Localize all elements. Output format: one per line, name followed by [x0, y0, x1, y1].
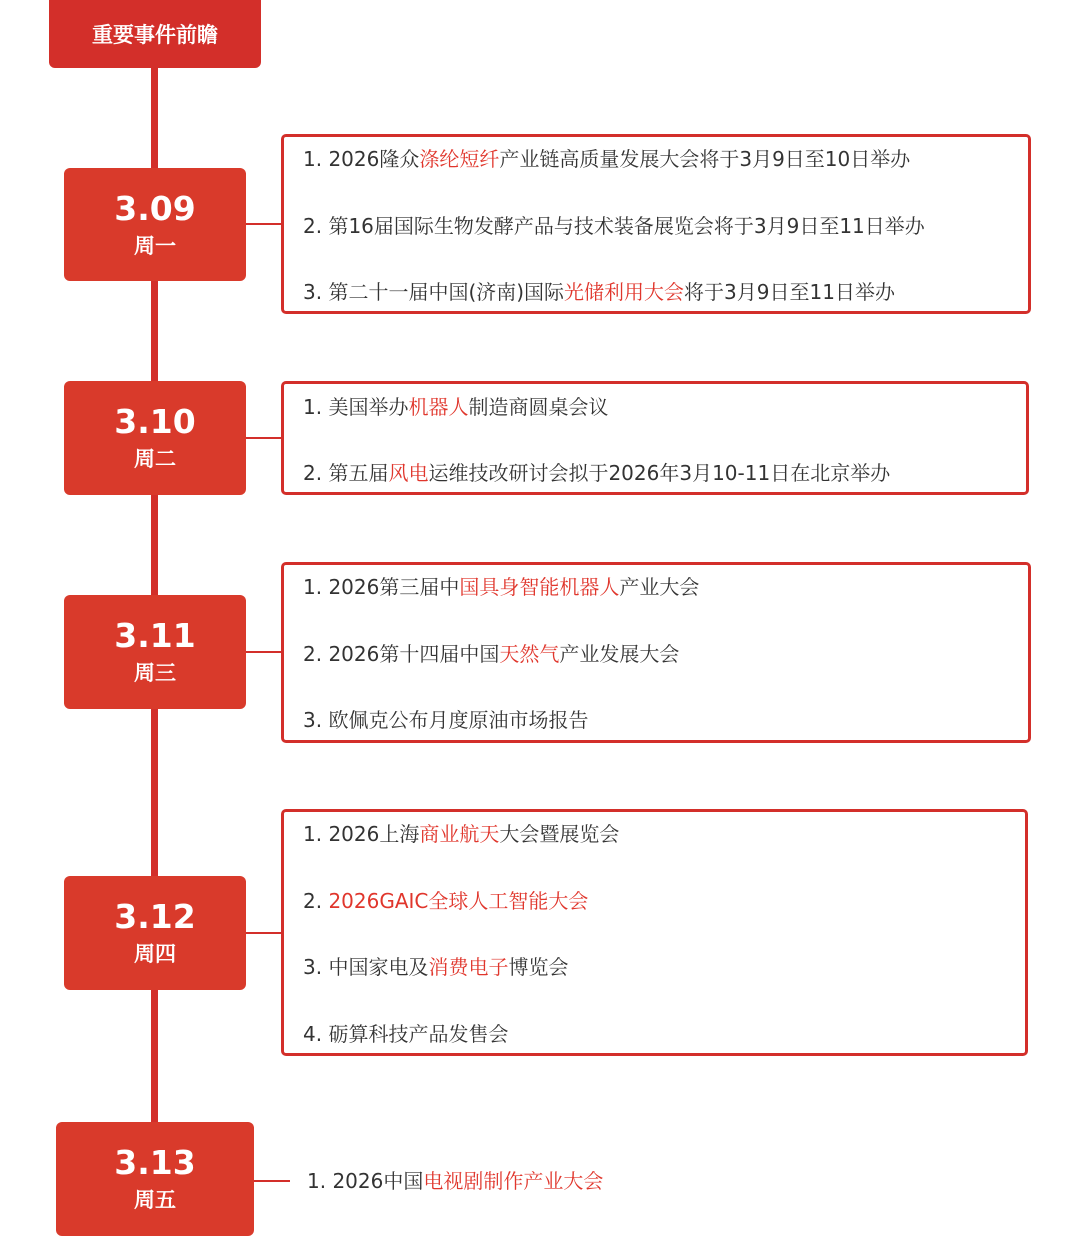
event-item: 1. 2026中国电视剧制作产业大会	[307, 1169, 604, 1193]
event-item: 1. 2026隆众涤纶短纤产业链高质量发展大会将于3月9日至10日举办	[303, 147, 911, 171]
date-box-0311	[64, 595, 246, 709]
weekday-label: 周四	[134, 942, 176, 966]
event-card-0309	[281, 134, 1031, 314]
event-card-0310	[281, 381, 1029, 495]
event-item: 3. 第二十一届中国(济南)国际光储利用大会将于3月9日至11日举办	[303, 280, 895, 304]
event-item: 1. 美国举办机器人制造商圆桌会议	[303, 395, 609, 419]
event-item: 4. 砺算科技产品发售会	[303, 1022, 509, 1046]
date-label: 3.11	[114, 616, 196, 655]
weekday-label: 周二	[134, 447, 176, 471]
event-item: 3. 中国家电及消费电子博览会	[303, 955, 569, 979]
weekday-label: 周一	[134, 233, 176, 258]
weekday-label: 周三	[134, 661, 176, 685]
event-item: 2. 2026第十四届中国天然气产业发展大会	[303, 642, 680, 666]
date-label: 3.10	[114, 402, 196, 441]
date-label: 3.13	[114, 1143, 196, 1182]
date-box-0313	[56, 1122, 254, 1236]
event-item: 2. 第五届风电运维技改研讨会拟于2026年3月10-11日在北京举办	[303, 461, 891, 485]
header-badge	[49, 0, 261, 68]
event-card-0312	[281, 809, 1028, 1056]
event-item: 2. 第16届国际生物发酵产品与技术装备展览会将于3月9日至11日举办	[303, 214, 925, 238]
connector-line	[254, 1180, 290, 1182]
connector-line	[246, 932, 282, 934]
event-item: 3. 欧佩克公布月度原油市场报告	[303, 708, 589, 732]
date-label: 3.09	[114, 188, 196, 228]
weekday-label: 周五	[134, 1188, 176, 1212]
date-box-0310	[64, 381, 246, 495]
connector-line	[246, 223, 282, 225]
header-title: 重要事件前瞻	[92, 23, 218, 47]
date-box-0309	[64, 168, 246, 281]
event-card-0311	[281, 562, 1031, 743]
event-item: 1. 2026上海商业航天大会暨展览会	[303, 822, 620, 846]
event-item: 1. 2026第三届中国具身智能机器人产业大会	[303, 575, 700, 599]
connector-line	[246, 651, 282, 653]
connector-line	[246, 437, 282, 439]
event-item: 2. 2026GAIC全球人工智能大会	[303, 889, 589, 913]
date-label: 3.12	[114, 897, 196, 936]
date-box-0312	[64, 876, 246, 990]
